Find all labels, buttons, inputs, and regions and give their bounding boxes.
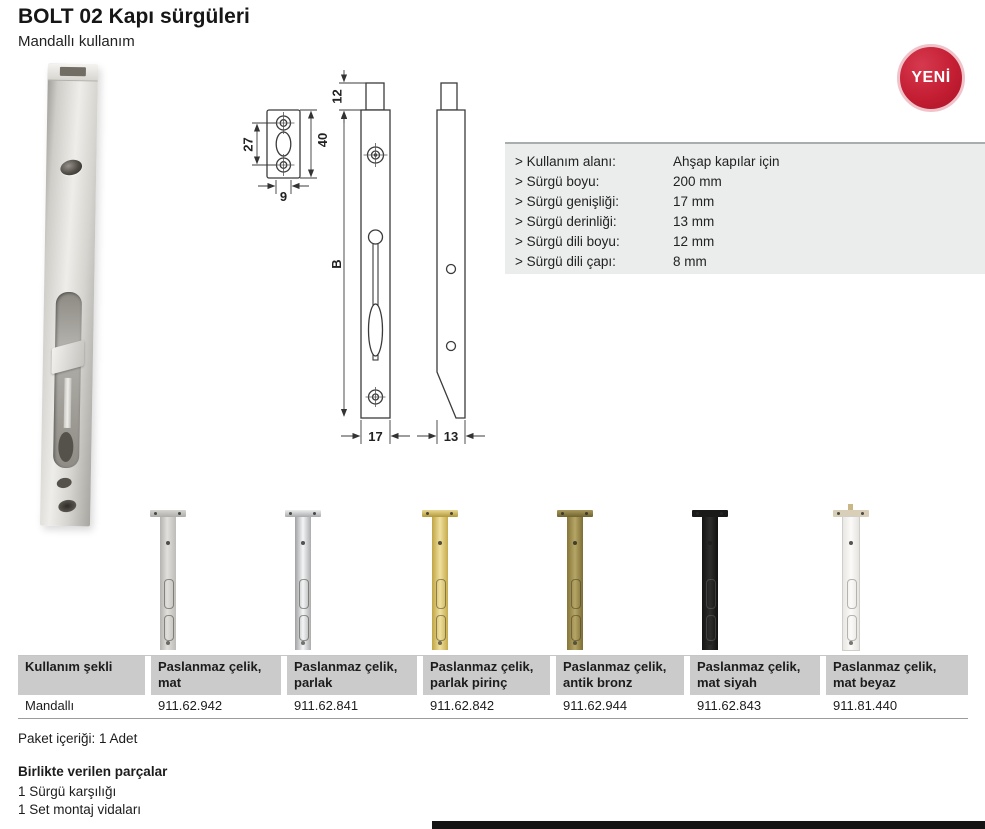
variant-top-plate: [422, 510, 458, 517]
col-header-parlak-pirinc: Paslanmaz çelik, parlak pirinç: [423, 656, 550, 695]
cell-code-mat-siyah: 911.62.843: [697, 698, 762, 713]
variant-slot: [299, 615, 309, 641]
variant-screw: [573, 641, 577, 645]
spec-label: > Sürgü dili çapı:: [515, 254, 616, 269]
variant-body: [567, 517, 583, 650]
spec-value: 200 mm: [673, 174, 722, 189]
cell-code-parlak-pirinc: 911.62.842: [430, 698, 495, 713]
specs-panel: [505, 142, 985, 274]
spec-row-surgu-genisligi: [515, 192, 985, 212]
cell-usage: Mandallı: [25, 698, 75, 713]
variant-screw: [708, 641, 712, 645]
variant-photo-antik-bronz: [555, 510, 595, 652]
spec-value: Ahşap kapılar için: [673, 154, 780, 169]
spec-row-surgu-dili-capi: [515, 252, 985, 272]
new-badge-label: YENİ: [911, 69, 951, 86]
dim-9: 9: [279, 189, 288, 204]
variant-hole: [166, 541, 170, 545]
table-header-row: [18, 656, 968, 695]
variant-photo-mat-beyaz: [831, 510, 871, 652]
variant-hole: [301, 541, 305, 545]
variant-slot: [571, 615, 581, 641]
spec-value: 13 mm: [673, 214, 715, 229]
variant-body: [160, 517, 176, 650]
dim-17: 17: [368, 429, 383, 444]
dim-B: B: [329, 259, 344, 269]
cell-code-parlak: 911.62.841: [294, 698, 359, 713]
cell-code-mat: 911.62.942: [158, 698, 223, 713]
variant-hole: [849, 541, 853, 545]
variant-slot: [706, 615, 716, 641]
product-table: [18, 655, 968, 719]
spec-label: > Sürgü genişliği:: [515, 194, 619, 209]
col-header-antik-bronz: Paslanmaz çelik, antik bronz: [556, 656, 684, 695]
variant-slot: [706, 579, 716, 609]
variant-screw: [438, 641, 442, 645]
variant-body: [702, 517, 718, 650]
variant-photo-mat-siyah: [690, 510, 730, 652]
variant-hole: [438, 541, 442, 545]
col-header-mat: Paslanmaz çelik, mat: [151, 656, 281, 695]
variant-top-plate: [557, 510, 593, 517]
variant-body: [295, 517, 311, 650]
dim-12: 12: [329, 89, 345, 104]
variant-top-plate: [285, 510, 321, 517]
variant-screw: [301, 641, 305, 645]
variant-slot: [436, 615, 446, 641]
variant-photo-parlak: [283, 510, 323, 652]
spec-row-surgu-dili-boyu: [515, 232, 985, 252]
variant-top-plate: [692, 510, 728, 517]
variant-photo-mat: [148, 510, 188, 652]
spec-row-kullanim-alani: [515, 152, 985, 172]
spec-value: 8 mm: [673, 254, 707, 269]
spec-value: 17 mm: [673, 194, 715, 209]
spec-label: > Kullanım alanı:: [515, 154, 616, 169]
variant-slot: [164, 615, 174, 641]
variant-slot: [847, 615, 857, 641]
dim-40: 40: [315, 132, 330, 148]
dim-27: 27: [240, 137, 256, 152]
spec-row-surgu-boyu: [515, 172, 985, 192]
table-data-row: [18, 695, 968, 719]
variant-photo-parlak-pirinc: [420, 510, 460, 652]
variant-screw: [849, 641, 853, 645]
col-header-kullanim-sekli: Kullanım şekli: [18, 656, 145, 695]
variant-slot: [571, 579, 581, 609]
variant-slot: [299, 579, 309, 609]
variant-slot: [436, 579, 446, 609]
included-parts-title: Birlikte verilen parçalar: [18, 764, 168, 779]
variant-hole: [573, 541, 577, 545]
page-subtitle: Mandallı kullanım: [18, 33, 135, 50]
page-footer-bar: [432, 821, 985, 829]
variant-slot: [164, 579, 174, 609]
dim-13: 13: [443, 429, 459, 444]
spec-label: > Sürgü dili boyu:: [515, 234, 620, 249]
col-header-mat-siyah: Paslanmaz çelik, mat siyah: [690, 656, 820, 695]
package-content: Paket içeriği: 1 Adet: [18, 731, 138, 746]
spec-label: > Sürgü boyu:: [515, 174, 600, 189]
spec-row-surgu-derinligi: [515, 212, 985, 232]
page-title: BOLT 02 Kapı sürgüleri: [18, 5, 250, 28]
variant-top-plate: [833, 510, 869, 517]
variant-slot: [847, 579, 857, 609]
spec-value: 12 mm: [673, 234, 715, 249]
variant-top-plate: [150, 510, 186, 517]
variant-screw: [166, 641, 170, 645]
col-header-mat-beyaz: Paslanmaz çelik, mat beyaz: [826, 656, 968, 695]
variant-hole: [708, 541, 712, 545]
cell-code-antik-bronz: 911.62.944: [563, 698, 628, 713]
col-header-parlak: Paslanmaz çelik, parlak: [287, 656, 417, 695]
variant-body: [432, 517, 448, 650]
spec-label: > Sürgü derinliği:: [515, 214, 617, 229]
included-part-item: 1 Sürgü karşılığı: [18, 784, 117, 799]
included-part-item: 1 Set montaj vidaları: [18, 802, 142, 817]
cell-code-mat-beyaz: 911.81.440: [833, 698, 898, 713]
variant-body: [843, 517, 859, 650]
